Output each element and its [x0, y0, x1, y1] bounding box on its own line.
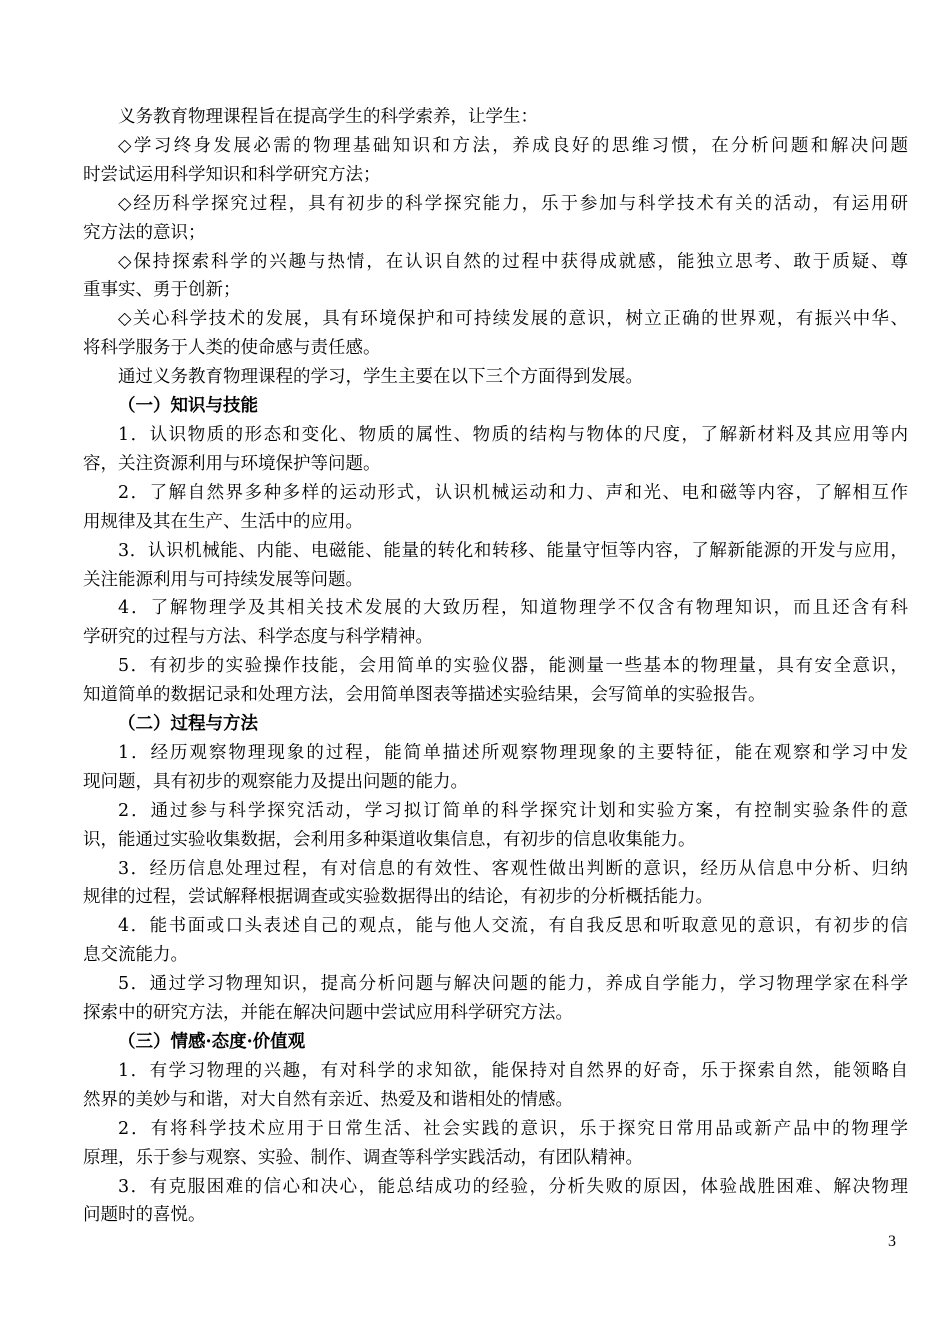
paragraph-line: 息交流能力。 — [83, 945, 188, 966]
paragraph-line: 识，能通过实验收集数据，会利用多种渠道收集信息，有初步的信息收集能力。 — [83, 829, 696, 850]
list-item — [83, 594, 908, 652]
paragraph-line: ◇关心科学技术的发展，具有环境保护和可持续发展的意识，树立正确的世界观，有振兴中华、 — [118, 309, 908, 330]
section-heading-process-methods: （二）过程与方法 — [118, 714, 258, 735]
goal-bullet — [83, 190, 908, 248]
intro-paragraph: 义务教育物理课程旨在提高学生的科学索养，让学生： — [118, 107, 538, 127]
paragraph-line: 用规律及其在生产、生活中的应用。 — [83, 511, 363, 532]
list-item — [83, 855, 908, 913]
paragraph-line: 2．了解自然界多种多样的运动形式，认识机械运动和力、声和光、电和磁等内容，了解相互作 — [118, 482, 908, 503]
paragraph-line: 然界的美妙与和谐，对大自然有亲近、热爱及和谐相处的情感。 — [83, 1089, 573, 1110]
paragraph-line: 原理，乐于参与观察、实验、制作、调查等科学实践活动，有团队精神。 — [83, 1147, 643, 1168]
paragraph-line: 1．认识物质的形态和变化、物质的属性、物质的结构与物体的尺度，了解新材料及其应用等内 — [118, 424, 908, 445]
list-item — [83, 421, 908, 479]
paragraph-line: 问题时的喜悦。 — [83, 1205, 206, 1226]
goal-bullet — [83, 305, 908, 363]
paragraph-line: 1．经历观察物理现象的过程，能简单描述所观察物理现象的主要特征，能在观察和学习中发 — [118, 742, 908, 763]
document-page — [83, 103, 908, 1230]
list-item — [83, 970, 908, 1028]
list-item — [83, 537, 908, 595]
paragraph-line: 规律的过程，尝试解释根据调查或实验数据得出的结论，有初步的分析概括能力。 — [83, 887, 713, 908]
list-item — [83, 479, 908, 537]
paragraph-line: 容，关注资源利用与环境保护等问题。 — [83, 453, 381, 474]
paragraph-line: 究方法的意识； — [83, 222, 206, 243]
list-item — [83, 912, 908, 970]
paragraph-line: 3．认识机械能、内能、电磁能、能量的转化和转移、能量守恒等内容，了解新能源的开发与应用， — [118, 540, 908, 561]
page-number: 3 — [888, 1233, 896, 1250]
paragraph-line: 3．经历信息处理过程，有对信息的有效性、客观性做出判断的意识，经历从信息中分析、归纳 — [118, 858, 908, 879]
paragraph-line: 2．通过参与科学探究活动，学习拟订简单的科学探究计划和实验方案，有控制实验条件的意 — [118, 800, 908, 821]
paragraph-line: 4．能书面或口头表述自己的观点，能与他人交流，有自我反思和听取意见的意识，有初步的信 — [118, 916, 908, 937]
paragraph-line: ◇学习终身发展必需的物理基础知识和方法，养成良好的思维习惯，在分析问题和解决问题 — [118, 135, 908, 156]
section-heading-emotion-attitude-values: （三）情感·态度·价值观 — [118, 1032, 306, 1052]
paragraph-line: 将科学服务于人类的使命感与责任感。 — [83, 338, 381, 359]
paragraph-line: 关注能源利用与可持续发展等问题。 — [83, 569, 363, 590]
paragraph-line: 知道简单的数据记录和处理方法，会用简单图表等描述实验结果，会写简单的实验报告。 — [83, 685, 766, 706]
paragraph-line: 探索中的研究方法，并能在解决问题中尝试应用科学研究方法。 — [83, 1003, 573, 1024]
paragraph-line: 5．通过学习物理知识，提高分析问题与解决问题的能力，养成自学能力，学习物理学家在科学 — [118, 974, 908, 995]
list-item — [83, 1173, 908, 1231]
list-item — [83, 1115, 908, 1173]
paragraph-line: 学研究的过程与方法、科学态度与科学精神。 — [83, 627, 433, 648]
paragraph-line: 5．有初步的实验操作技能，会用简单的实验仪器，能测量一些基本的物理量，具有安全意识， — [118, 656, 908, 677]
paragraph-line: ◇经历科学探究过程，具有初步的科学探究能力，乐于参加与科学技术有关的活动，有运用研 — [118, 193, 908, 214]
goal-bullet — [83, 132, 908, 190]
paragraph-line: 1．有学习物理的兴趣，有对科学的求知欲，能保持对自然界的好奇，乐于探索自然，能领略自 — [118, 1060, 908, 1081]
list-item — [83, 1057, 908, 1115]
paragraph-line: 2．有将科学技术应用于日常生活、社会实践的意识，乐于探究日常用品或新产品中的物理学 — [118, 1118, 908, 1139]
list-item — [83, 739, 908, 797]
paragraph-line: ◇保持探索科学的兴趣与热情，在认识自然的过程中获得成就感，能独立思考、敢于质疑、尊 — [118, 251, 908, 272]
paragraph-line: 现问题，具有初步的观察能力及提出问题的能力。 — [83, 771, 468, 792]
goal-bullet — [83, 248, 908, 306]
paragraph-line: 3．有克服困难的信心和决心，能总结成功的经验，分析失败的原因，体验战胜困难、解决物理 — [118, 1176, 908, 1197]
paragraph-line: 时尝试运用科学知识和科学研究方法； — [83, 164, 381, 185]
list-item — [83, 652, 908, 710]
transition-paragraph: 通过义务教育物理课程的学习，学生主要在以下三个方面得到发展。 — [118, 367, 643, 388]
section-heading-knowledge-skills: （一）知识与技能 — [118, 396, 258, 417]
list-item — [83, 797, 908, 855]
paragraph-line: 4．了解物理学及其相关技术发展的大致历程，知道物理学不仅含有物理知识，而且还含有科 — [118, 598, 908, 619]
paragraph-line: 重事实、勇于创新； — [83, 280, 241, 301]
